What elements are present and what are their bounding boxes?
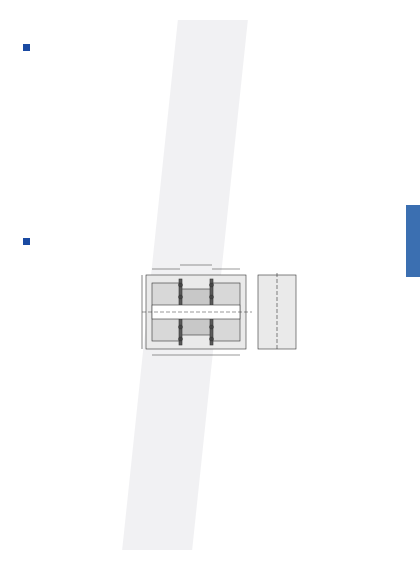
bolt <box>179 295 183 299</box>
bolt <box>210 283 214 287</box>
section-square-icon <box>23 44 30 51</box>
bolt <box>210 337 214 341</box>
bolt <box>179 283 183 287</box>
coupling-dimension-drawing <box>140 263 300 360</box>
side-category-tab[interactable] <box>406 205 420 277</box>
bolt <box>179 337 183 341</box>
dimension-section-title <box>23 238 36 245</box>
section-square-icon <box>23 238 30 245</box>
bolt <box>210 325 214 329</box>
top-navigation <box>0 0 420 12</box>
bolt <box>210 295 214 299</box>
notes-line <box>33 367 353 374</box>
spec-section-title <box>23 44 36 51</box>
bolt <box>179 325 183 329</box>
